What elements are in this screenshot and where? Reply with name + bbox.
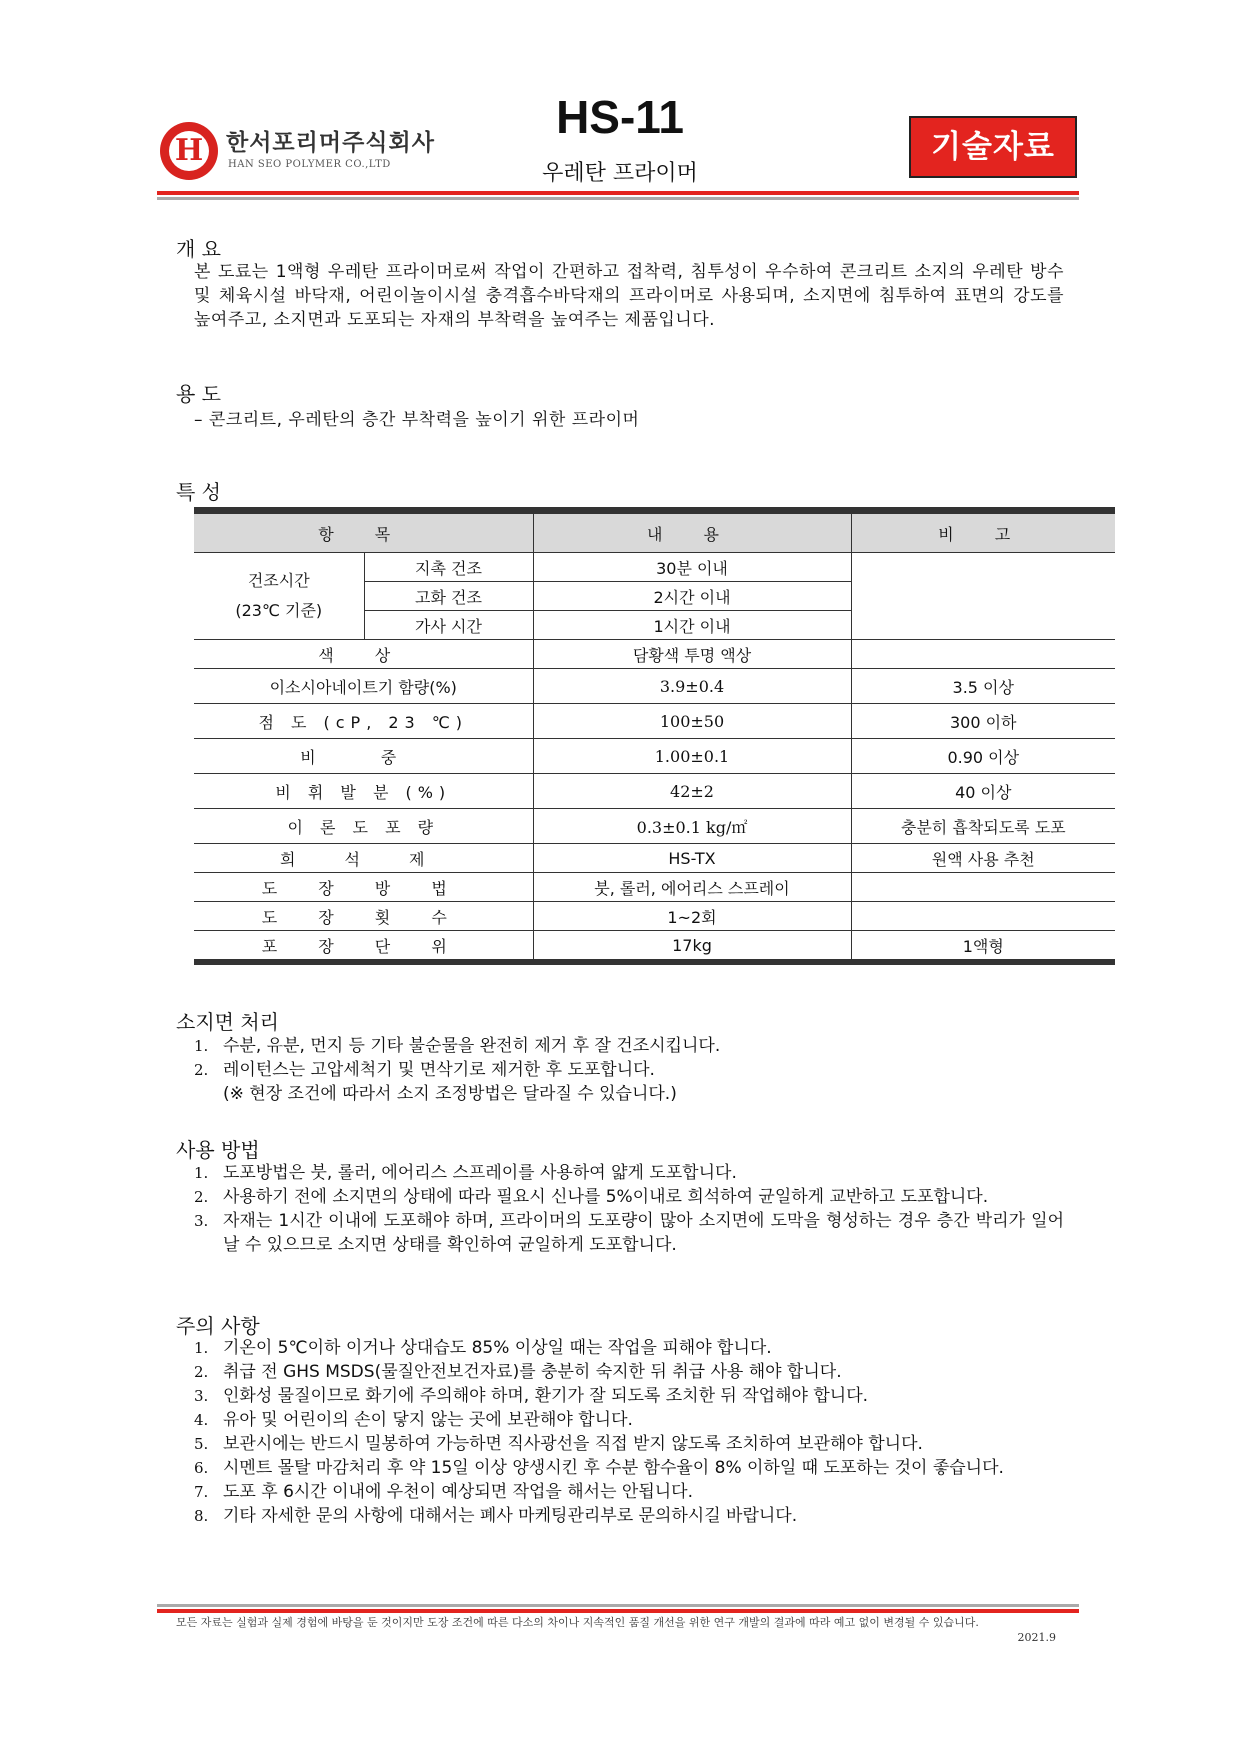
header-item: 항 목 xyxy=(194,511,533,553)
row-item: 이 론 도 포 량 xyxy=(194,809,533,844)
table-row xyxy=(194,774,1115,809)
row-item: 이소시아네이트기 함량(%) xyxy=(194,669,533,704)
product-name: 우레탄 프라이머 xyxy=(542,161,698,186)
method-title: 사용 방법 xyxy=(176,1138,260,1162)
list-item: 8. 기타 자세한 문의 사항에 대해서는 폐사 마케팅관리부로 문의하시길 바랍니다. xyxy=(194,1506,798,1526)
list-item: 4. 유아 및 어린이의 손이 닿지 않는 곳에 보관해야 합니다. xyxy=(194,1410,633,1430)
list-item: 5. 보관시에는 반드시 밀봉하여 가능하면 직사광선을 직접 받지 않도록 조치하여 보관해야 합니다. xyxy=(194,1434,923,1454)
drying-item: 가사 시간 xyxy=(364,611,533,640)
footer-disclaimer: 모든 자료는 실험과 실제 경험에 바탕을 둔 것이지만 도장 조건에 따른 다소의 차이나 지속적인 품질 개선을 위한 연구 개발의 결과에 따라 예고 없이 변경될 수 있습니다. xyxy=(176,1616,979,1629)
drying-value: 30분 이내 xyxy=(533,553,851,582)
properties-title: 특 성 xyxy=(176,480,221,504)
row-note: 원액 사용 추천 xyxy=(851,844,1115,873)
overview-text: 본 도료는 1액형 우레탄 프라이머로써 작업이 간편하고 접착력, 침투성이 우수하여 콘크리트 소지의 우레탄 방수 및 체육시설 바닥재, 어린이놀이시설 충격흡수바닥재의 프라이머로 사용되며, 소지면에 침투하여 표면의 강도를 높여주고, 소지면과 도포되는 자재의 부착력을 높여주는 제품입니다. xyxy=(194,262,1064,330)
row-item: 도 장 방 법 xyxy=(194,873,533,902)
row-note: 3.5 이상 xyxy=(851,669,1115,704)
row-value: 붓, 롤러, 에어리스 스프레이 xyxy=(533,873,851,902)
header-note: 비 고 xyxy=(851,511,1115,553)
table-row xyxy=(194,739,1115,774)
table-row xyxy=(194,640,1115,669)
list-item: 3. 자재는 1시간 이내에 도포해야 하며, 프라이머의 도포량이 많아 소지면에 도막을 형성하는 경우 층간 박리가 일어날 수 있으므로 소지면 상태를 확인하여 균일하게 도포합니다. xyxy=(194,1211,1064,1255)
row-item: 점 도 (cP, 23 ℃) xyxy=(194,704,533,739)
list-item: 2. 레이턴스는 고압세척기 및 면삭기로 제거한 후 도포합니다. xyxy=(194,1060,655,1080)
row-value: 1.00±0.1 xyxy=(533,739,851,774)
company-logo xyxy=(160,122,218,180)
tech-data-badge: 기술자료 xyxy=(909,116,1077,178)
drying-time-label: 건조시간 (23℃ 기준) xyxy=(194,553,364,640)
list-item: 2. 취급 전 GHS MSDS(물질안전보건자료)를 충분히 숙지한 뒤 취급 사용 해야 합니다. xyxy=(194,1362,842,1382)
row-value: 담황색 투명 액상 xyxy=(533,640,851,669)
row-value: 17kg xyxy=(533,931,851,963)
header-content: 내 용 xyxy=(533,511,851,553)
product-code: HS-11 xyxy=(556,91,684,143)
surface-prep-title: 소지면 처리 xyxy=(176,1010,279,1034)
list-item: 1. 도포방법은 붓, 롤러, 에어리스 스프레이를 사용하여 얇게 도포합니다. xyxy=(194,1163,737,1183)
properties-table xyxy=(194,507,1115,965)
method-list xyxy=(194,1161,1064,1257)
row-note xyxy=(851,902,1115,931)
list-item: 6. 시멘트 몰탈 마감처리 후 약 15일 이상 양생시킨 후 수분 함수율이 8% 이하일 때 도포하는 것이 좋습니다. xyxy=(194,1458,1004,1478)
overview-title: 개 요 xyxy=(176,237,221,261)
surface-prep-note: (※ 현장 조건에 따라서 소지 조정방법은 달라질 수 있습니다.) xyxy=(223,1084,677,1104)
footer-date: 2021.9 xyxy=(1017,1631,1056,1644)
row-note: 300 이하 xyxy=(851,704,1115,739)
drying-value: 2시간 이내 xyxy=(533,582,851,611)
drying-item: 고화 건조 xyxy=(364,582,533,611)
footer-divider-grey xyxy=(157,1604,1079,1607)
logo-letter: H xyxy=(174,133,204,168)
drying-note xyxy=(851,553,1115,640)
list-item: 7. 도포 후 6시간 이내에 우천이 예상되면 작업을 해서는 안됩니다. xyxy=(194,1482,693,1502)
row-item: 포 장 단 위 xyxy=(194,931,533,963)
usage-text: – 콘크리트, 우레탄의 층간 부착력을 높이기 위한 프라이머 xyxy=(194,410,640,430)
row-note: 40 이상 xyxy=(851,774,1115,809)
table-row xyxy=(194,902,1115,931)
list-item: 1. 기온이 5℃이하 이거나 상대습도 85% 이상일 때는 작업을 피해야 합니다. xyxy=(194,1338,772,1358)
cautions-list xyxy=(194,1336,1064,1528)
table-row xyxy=(194,809,1115,844)
row-value: 42±2 xyxy=(533,774,851,809)
row-item: 희 석 제 xyxy=(194,844,533,873)
row-item: 색 상 xyxy=(194,640,533,669)
row-value: 3.9±0.4 xyxy=(533,669,851,704)
table-header-row xyxy=(194,511,1115,553)
drying-item: 지촉 건조 xyxy=(364,553,533,582)
row-note: 0.90 이상 xyxy=(851,739,1115,774)
table-row xyxy=(194,553,1115,582)
table-row xyxy=(194,873,1115,902)
header-divider-red xyxy=(157,191,1079,195)
row-note xyxy=(851,640,1115,669)
list-item xyxy=(194,1082,1064,1106)
list-item: 3. 인화성 물질이므로 화기에 주의해야 하며, 환기가 잘 되도록 조치한 뒤 작업해야 합니다. xyxy=(194,1386,869,1406)
table-row xyxy=(194,931,1115,963)
list-item: 2. 사용하기 전에 소지면의 상태에 따라 필요시 신나를 5%이내로 희석하여 균일하게 교반하고 도포합니다. xyxy=(194,1187,989,1207)
row-value: 100±50 xyxy=(533,704,851,739)
footer-divider-red xyxy=(157,1609,1079,1613)
cautions-title: 주의 사항 xyxy=(176,1314,260,1338)
list-item: 1. 수분, 유분, 먼지 등 기타 불순물을 완전히 제거 후 잘 건조시킵니다. xyxy=(194,1036,721,1056)
table-row xyxy=(194,704,1115,739)
row-item: 도 장 횟 수 xyxy=(194,902,533,931)
surface-prep-list xyxy=(194,1034,1064,1106)
drying-value: 1시간 이내 xyxy=(533,611,851,640)
row-value: 0.3±0.1 kg/㎡ xyxy=(533,809,851,844)
row-note xyxy=(851,873,1115,902)
row-note: 충분히 흡착되도록 도포 xyxy=(851,809,1115,844)
row-item: 비 휘 발 분 (%) xyxy=(194,774,533,809)
header-divider-grey xyxy=(157,197,1079,200)
row-item: 비 중 xyxy=(194,739,533,774)
row-value: HS-TX xyxy=(533,844,851,873)
company-name-ko: 한서포리머주식회사 xyxy=(226,130,435,156)
table-row xyxy=(194,669,1115,704)
usage-title: 용 도 xyxy=(176,382,221,406)
company-name-en: HAN SEO POLYMER CO.,LTD xyxy=(228,159,391,170)
row-note: 1액형 xyxy=(851,931,1115,963)
table-row xyxy=(194,844,1115,873)
row-value: 1~2회 xyxy=(533,902,851,931)
